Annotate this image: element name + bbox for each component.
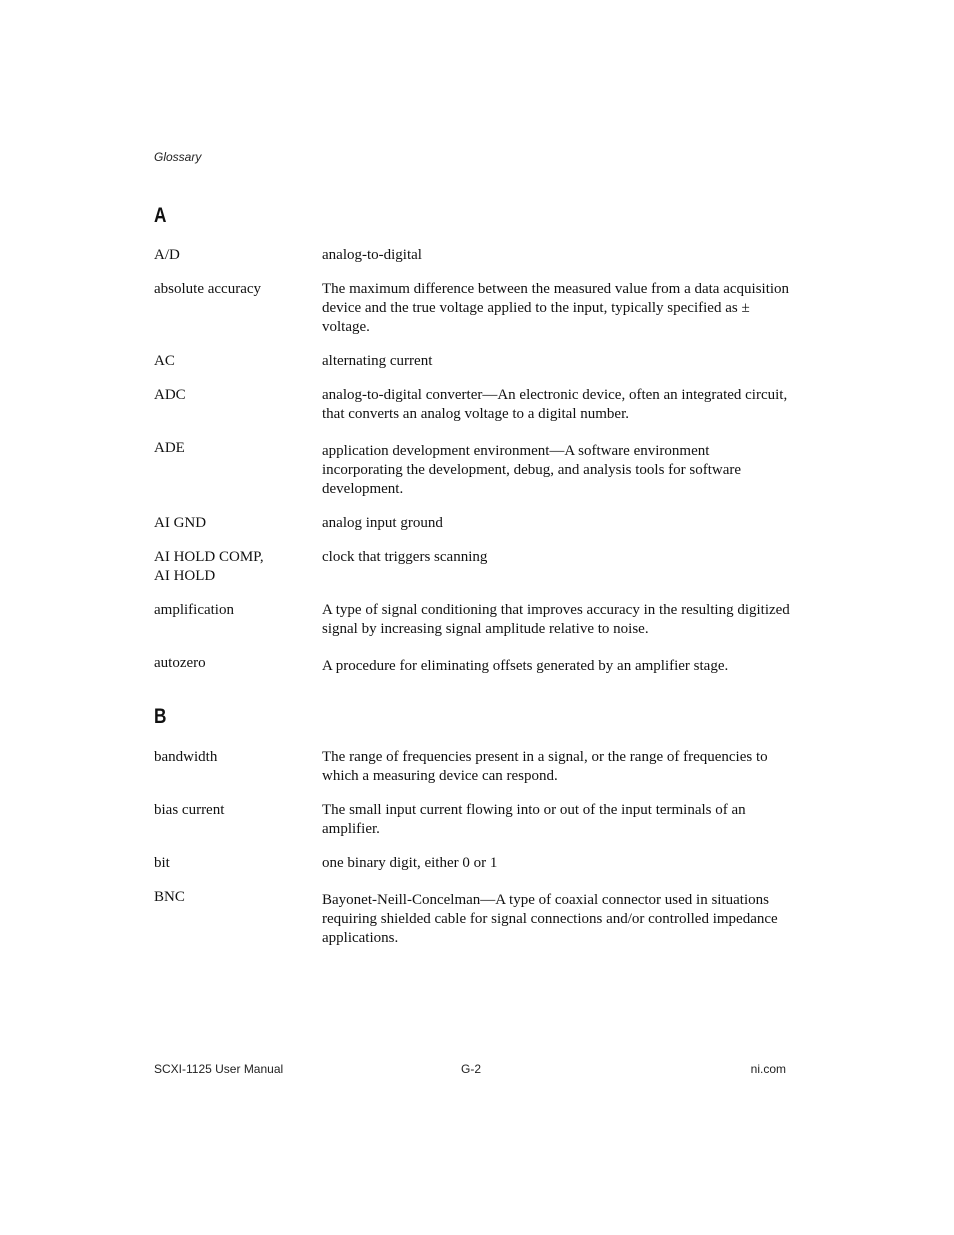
glossary-term: bandwidth xyxy=(154,749,218,765)
glossary-term: bit xyxy=(154,855,170,871)
glossary-definition: alternating current xyxy=(322,353,433,369)
glossary-definition: analog-to-digital converter—An electronic device, often an integrated circuit, that converts an analog voltage to a digital number. xyxy=(322,387,788,422)
glossary-definition: analog input ground xyxy=(322,515,443,531)
glossary-definition: The maximum difference between the measured value from a data acquisition device and the true voltage applied to the input, typically specified as ± voltage. xyxy=(322,281,790,335)
glossary-definition: clock that triggers scanning xyxy=(322,549,488,565)
glossary-term: absolute accuracy xyxy=(154,281,262,297)
glossary-term: AI HOLD COMP, AI HOLD xyxy=(154,549,264,584)
glossary-term: BNC xyxy=(154,889,185,905)
running-head: Glossary xyxy=(154,150,202,164)
footer-site-link[interactable]: ni.com xyxy=(750,1062,786,1076)
glossary-definition: application development environment—A software environment incorporating the development, debug, and analysis tools for software development. xyxy=(322,443,742,497)
glossary-definition: The small input current flowing into or out of the input terminals of an amplifier. xyxy=(322,802,746,837)
footer-manual-title: SCXI-1125 User Manual xyxy=(154,1062,284,1076)
glossary-term: autozero xyxy=(154,655,206,671)
glossary-term: A/D xyxy=(154,247,180,263)
glossary-term: AI GND xyxy=(154,515,207,531)
section-letter-a: A xyxy=(154,204,167,227)
glossary-definition: Bayonet-Neill-Concelman—A type of coaxial connector used in situations requiring shielded cable for signal connections and/or controlled impedance applications. xyxy=(322,892,778,946)
glossary-definition: one binary digit, either 0 or 1 xyxy=(322,855,498,871)
section-letter-b: B xyxy=(154,705,167,728)
glossary-term: ADC xyxy=(154,387,186,403)
footer-page-number: G-2 xyxy=(461,1062,482,1076)
glossary-definition: analog-to-digital xyxy=(322,247,422,263)
glossary-definition: A procedure for eliminating offsets generated by an amplifier stage. xyxy=(322,658,729,674)
glossary-term: AC xyxy=(154,353,175,369)
glossary-definition: The range of frequencies present in a signal, or the range of frequencies to which a measuring device can respond. xyxy=(322,749,768,784)
glossary-term: amplification xyxy=(154,602,234,618)
glossary-term: ADE xyxy=(154,440,185,456)
glossary-definition: A type of signal conditioning that improves accuracy in the resulting digitized signal by increasing signal amplitude relative to noise. xyxy=(322,602,790,637)
glossary-term: bias current xyxy=(154,802,225,818)
